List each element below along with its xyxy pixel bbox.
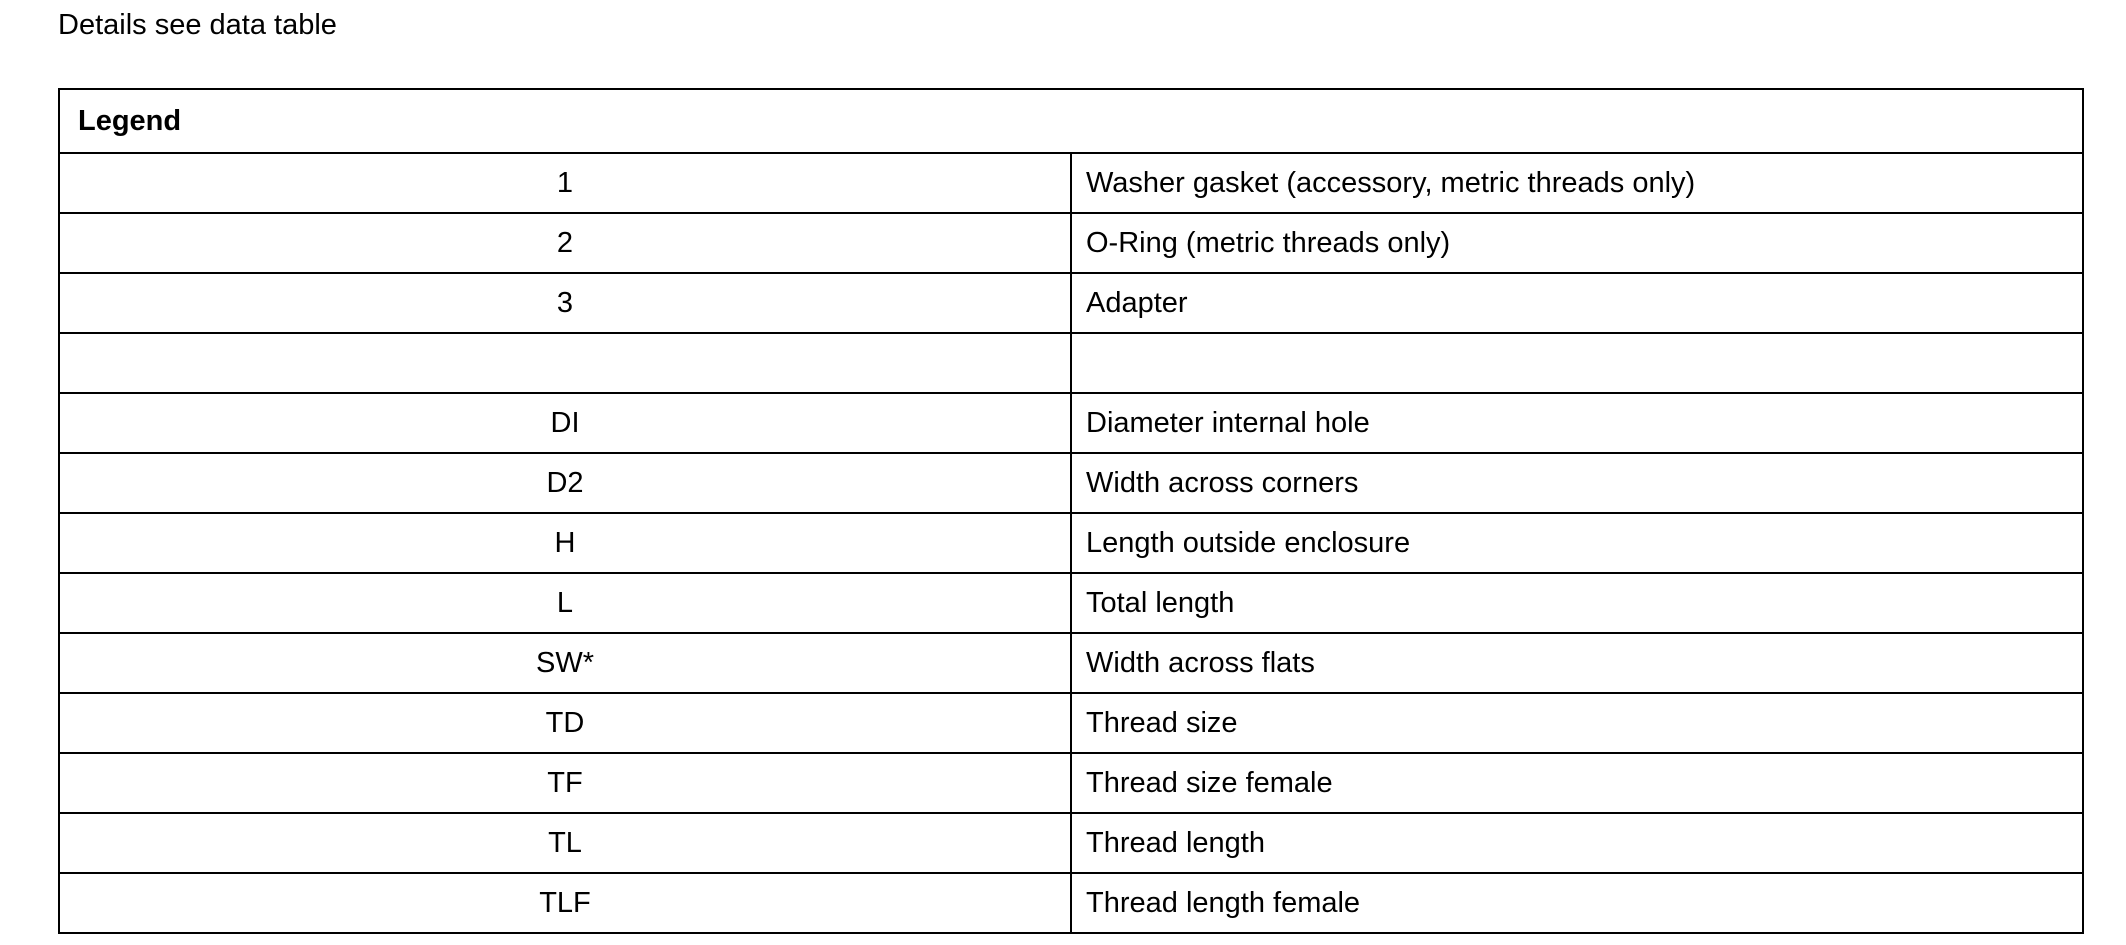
table-row	[59, 393, 2083, 453]
legend-description: Width across flats	[1071, 633, 2083, 693]
legend-description: Total length	[1071, 573, 2083, 633]
table-row	[59, 153, 2083, 213]
legend-table-body	[59, 89, 2083, 933]
intro-note: Details see data table	[58, 9, 337, 41]
legend-description: Diameter internal hole	[1071, 393, 2083, 453]
legend-key: 3	[59, 273, 1071, 333]
legend-description: Width across corners	[1071, 453, 2083, 513]
table-row	[59, 633, 2083, 693]
legend-description: Adapter	[1071, 273, 2083, 333]
legend-description: O-Ring (metric threads only)	[1071, 213, 2083, 273]
legend-key: L	[59, 573, 1071, 633]
legend-key: TD	[59, 693, 1071, 753]
legend-description	[1071, 333, 2083, 393]
legend-key: DI	[59, 393, 1071, 453]
legend-key: TLF	[59, 873, 1071, 933]
legend-description: Length outside enclosure	[1071, 513, 2083, 573]
table-row	[59, 213, 2083, 273]
legend-title: Legend	[59, 89, 2083, 153]
table-row	[59, 873, 2083, 933]
legend-key: 1	[59, 153, 1071, 213]
table-row	[59, 753, 2083, 813]
table-row	[59, 573, 2083, 633]
table-row-empty	[59, 333, 2083, 393]
legend-key: D2	[59, 453, 1071, 513]
legend-key	[59, 333, 1071, 393]
legend-key: SW*	[59, 633, 1071, 693]
table-row	[59, 693, 2083, 753]
legend-key: H	[59, 513, 1071, 573]
legend-key: 2	[59, 213, 1071, 273]
legend-title-row	[59, 89, 2083, 153]
table-row	[59, 513, 2083, 573]
table-row	[59, 813, 2083, 873]
legend-key: TL	[59, 813, 1071, 873]
legend-table	[58, 88, 2084, 934]
legend-description: Thread length female	[1071, 873, 2083, 933]
legend-description: Thread length	[1071, 813, 2083, 873]
legend-description: Thread size female	[1071, 753, 2083, 813]
legend-description: Washer gasket (accessory, metric threads only)	[1071, 153, 2083, 213]
table-row	[59, 273, 2083, 333]
table-row	[59, 453, 2083, 513]
legend-description: Thread size	[1071, 693, 2083, 753]
legend-key: TF	[59, 753, 1071, 813]
